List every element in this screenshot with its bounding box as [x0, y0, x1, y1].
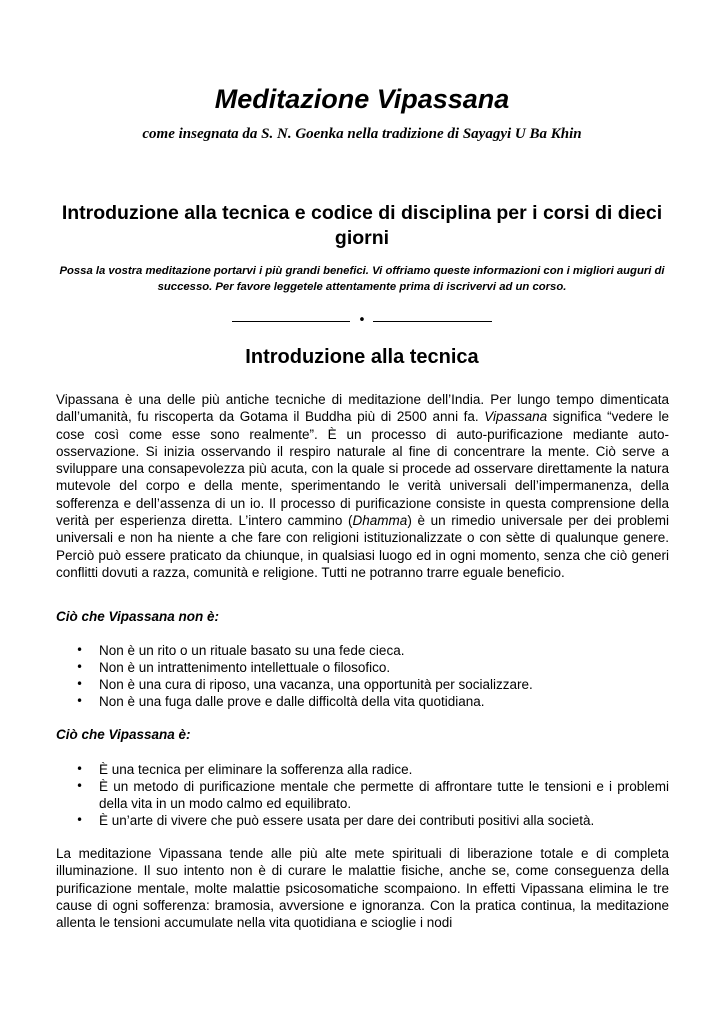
list-item [56, 676, 669, 693]
list-item-text: Non è un rito o un rituale basato su una fede cieca. [99, 643, 405, 658]
list-item-text: Non è un intrattenimento intellettuale o filosofico. [99, 660, 391, 675]
intro-paragraph-text-a: Vipassana è una delle più antiche tecniche di meditazione dell’India. Per lungo tempo dimenticata dall’umanità, fu riscoperta da Gotama il Buddha più di 2500 anni fa. [56, 392, 669, 425]
list-item [56, 659, 669, 676]
intro-paragraph-text-e: ) è un rimedio universale per dei problemi universali e non ha niente a che fare con religioni istituzionalizzate o con sètte di qualunque genere. Perciò può essere praticato da chiunque, in qualsiasi luogo ed in ogni momento, senza che ciò generi conflitti dovuti a razza, comunità e religione. Tutti ne potranno trarre eguale beneficio. [56, 513, 669, 580]
list-item-text: È un metodo di purificazione mentale che permette di affrontare tutte le tensioni e i problemi della vita in un modo calmo ed equilibrato. [99, 779, 669, 811]
list-item-text: Non è una fuga dalle prove e dalle difficoltà della vita quotidiana. [99, 694, 485, 709]
what-it-is-not-list [56, 642, 669, 710]
what-it-is-heading: Ciò che Vipassana è: [56, 727, 191, 742]
intro-paragraph-term-vipassana: Vipassana [484, 409, 548, 425]
what-it-is-list [56, 761, 669, 829]
intro-note: Possa la vostra meditazione portarvi i più grandi benefici. Vi offriamo queste informazioni con i migliori auguri di successo. Per favore leggetele attentamente prima di iscrivervi ad un corso. [59, 265, 665, 293]
closing-paragraph: La meditazione Vipassana tende alle più alte mete spirituali di liberazione totale e di completa illuminazione. Il suo intento non è di curare le malattie fisiche, anche se, come conseguenza della purificazione mentale, molte malattie psicosomatiche scompaiono. In effetti Vipassana elimina le tre cause di ogni sofferenza: bramosia, avversione e ignoranza. Con la pratica continua, la meditazione allenta le tensioni accumulate nella vita quotidiana e scioglie i nodi [56, 846, 669, 931]
bullet-icon: • [76, 643, 84, 657]
course-heading: Introduzione alla tecnica e codice di disciplina per i corsi di dieci giorni [61, 202, 663, 249]
bullet-icon: • [76, 677, 84, 691]
document-title: Meditazione Vipassana [214, 84, 510, 114]
bullet-icon: • [76, 813, 84, 827]
what-it-is-not-heading: Ciò che Vipassana non è: [56, 609, 220, 624]
bullet-icon: • [76, 762, 84, 776]
bullet-icon: • [76, 660, 84, 674]
document-subtitle: come insegnata da S. N. Goenka nella tradizione di Sayagyi U Ba Khin [142, 126, 582, 142]
divider-line-left [232, 321, 350, 322]
section-divider [232, 314, 492, 328]
divider-dot: • [358, 313, 366, 328]
list-item [56, 642, 669, 659]
list-item-text: È una tecnica per eliminare la sofferenza alla radice. [99, 762, 413, 777]
intro-paragraph-text-c: significa “vedere le cose così come esse sono realmente”. È un processo di auto-purificazione mediante auto-osservazione. Si inizia osservando il respiro naturale al fine di concentrare la mente. Ciò serve a sviluppare una consapevolezza più acuta, con la quale si procede ad osservare direttamente la natura mutevole del corpo e della mente, sperimentando le verità universali dell’impermanenza, della sofferenza e dell’assenza di un io. Il processo di purificazione consiste in questa comprensione della verità per esperienza diretta. L’intero cammino ( [56, 409, 669, 529]
bullet-icon: • [76, 779, 84, 793]
list-item [56, 812, 669, 829]
list-item [56, 761, 669, 778]
bullet-icon: • [76, 694, 84, 708]
list-item [56, 693, 669, 710]
divider-line-right [373, 321, 492, 322]
list-item-text: Non è una cura di riposo, una vacanza, una opportunità per socializzare. [99, 677, 533, 692]
intro-paragraph [56, 391, 669, 581]
intro-paragraph-term-dhamma: Dhamma [352, 513, 408, 529]
list-item [56, 778, 669, 812]
section-heading: Introduzione alla tecnica [245, 346, 479, 368]
list-item-text: È un’arte di vivere che può essere usata per dare dei contributi positivi alla società. [99, 813, 595, 828]
